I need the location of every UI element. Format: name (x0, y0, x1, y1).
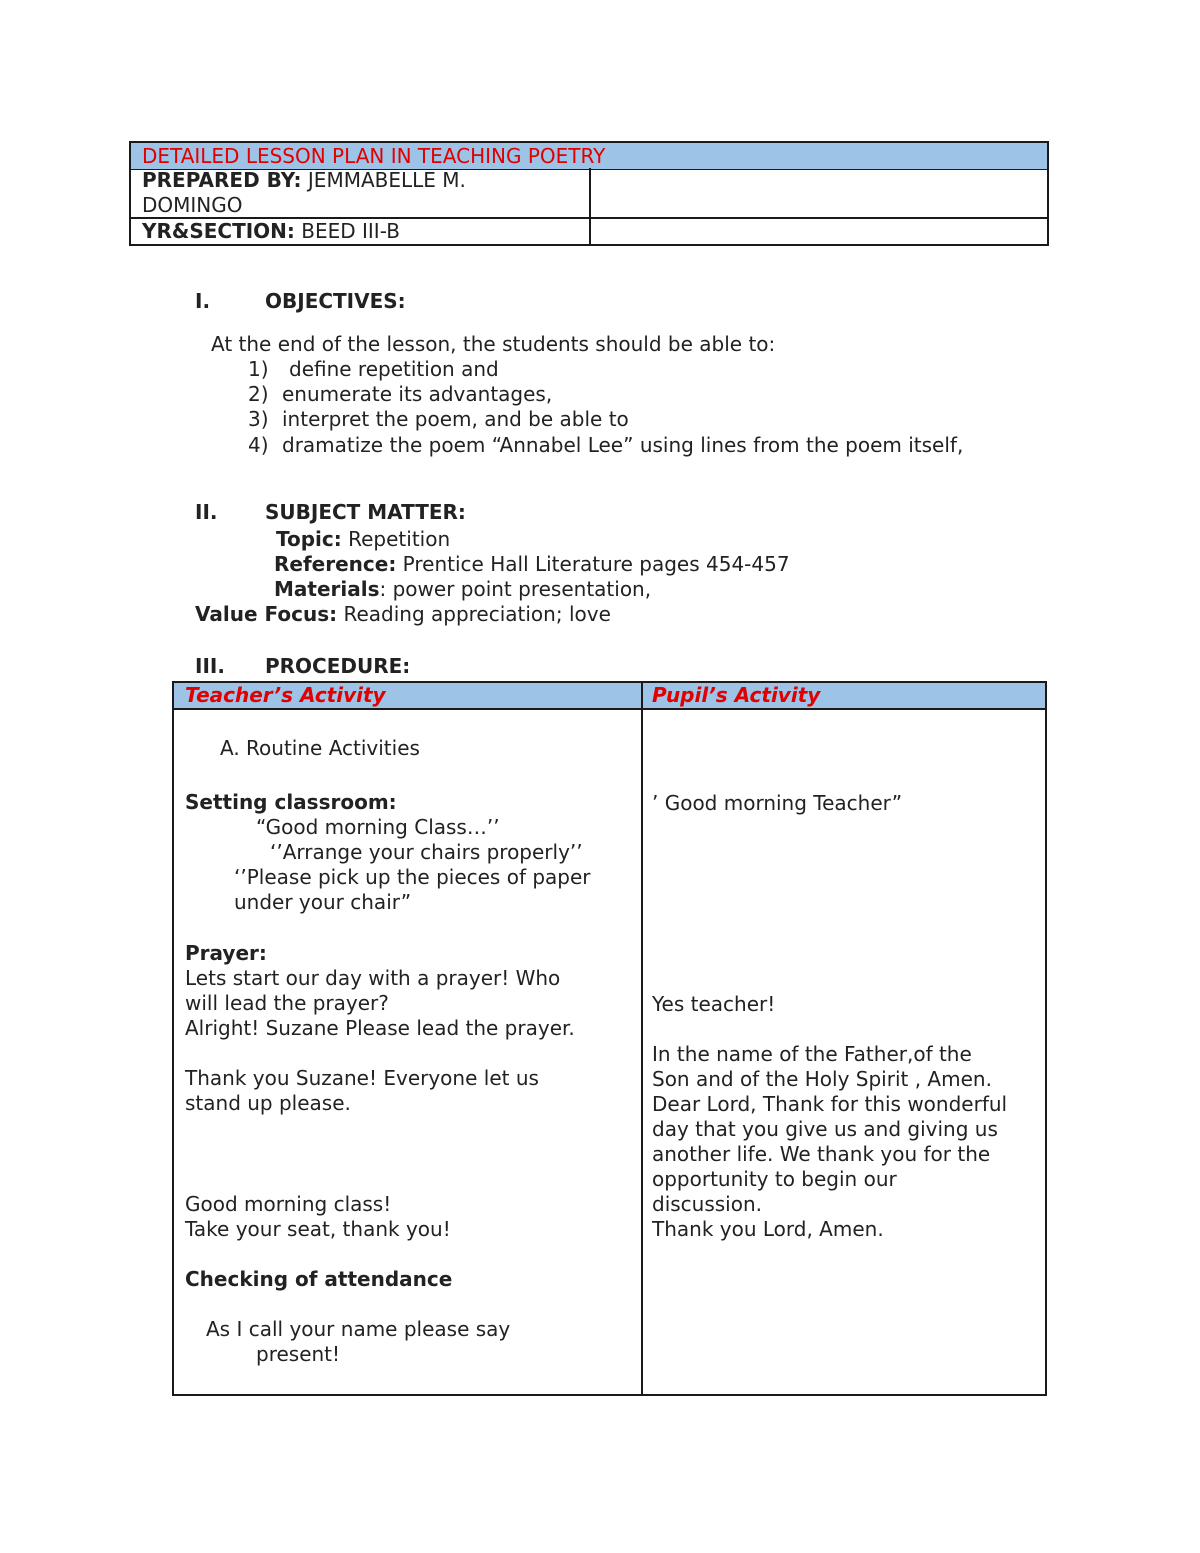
section-label: YR&SECTION: (142, 219, 295, 243)
reference-label: Reference: (274, 552, 397, 576)
value-focus-line (195, 602, 611, 627)
prayer-line-2: will lead the prayer? (185, 991, 389, 1015)
prepared-by-line-2: DOMINGO (142, 193, 243, 217)
thanks-line-1: Thank you Suzane! Everyone let us (185, 1066, 539, 1090)
pupil-yes: Yes teacher! (652, 992, 776, 1016)
column-divider (641, 683, 643, 1394)
prepared-by-cell (131, 168, 591, 217)
objective-num-1: 1) (248, 357, 269, 381)
setting-classroom-heading: Setting classroom: (185, 790, 397, 814)
prepared-by-row (129, 168, 1049, 219)
procedure-table-header (174, 683, 1045, 710)
greet-line-1: Good morning class! (185, 1192, 392, 1216)
subject-numeral: II. (195, 500, 218, 524)
materials-label: Materials (274, 577, 380, 601)
pupil-prayer-line-8: Thank you Lord, Amen. (652, 1217, 884, 1241)
prepared-by-line-1 (142, 168, 466, 193)
objective-item-4: dramatize the poem “Annabel Lee” using lines from the poem itself, (282, 433, 964, 457)
subject-heading: SUBJECT MATTER: (265, 500, 466, 524)
pupil-prayer-line-7: discussion. (652, 1192, 763, 1216)
setting-line-3: ‘’Please pick up the pieces of paper (234, 865, 591, 889)
objective-item-1: define repetition and (289, 357, 499, 381)
attendance-line-2: present! (256, 1342, 341, 1366)
prepared-by-name: JEMMABELLE M. (301, 168, 466, 192)
prayer-heading: Prayer: (185, 941, 267, 965)
prayer-line-1: Lets start our day with a prayer! Who (185, 966, 561, 990)
topic-line (276, 527, 450, 552)
pupil-prayer-line-1: In the name of the Father,of the (652, 1042, 972, 1066)
setting-line-1: “Good morning Class…’’ (256, 815, 500, 839)
topic-value: Repetition (341, 527, 451, 551)
pupil-greet: ’ Good morning Teacher” (652, 791, 903, 815)
value-focus-label: Value Focus: (195, 602, 338, 626)
pupil-prayer-line-4: day that you give us and giving us (652, 1117, 998, 1141)
objectives-heading: OBJECTIVES: (265, 289, 406, 313)
routine-activities: A. Routine Activities (220, 736, 420, 760)
objective-num-4: 4) (248, 433, 269, 457)
objective-num-2: 2) (248, 382, 269, 406)
pupil-prayer-line-5: another life. We thank you for the (652, 1142, 991, 1166)
attendance-heading: Checking of attendance (185, 1267, 453, 1291)
setting-line-2: ‘’Arrange your chairs properly’’ (270, 840, 583, 864)
pupil-activity-header: Pupil’s Activity (652, 683, 821, 707)
reference-line (274, 552, 790, 577)
section-value: BEED III-B (294, 219, 400, 243)
materials-value: : power point presentation, (379, 577, 652, 601)
procedure-numeral: III. (195, 654, 225, 678)
materials-line (274, 577, 651, 602)
header-table (129, 141, 1047, 247)
section-cell (131, 219, 591, 244)
teacher-activity-header: Teacher’s Activity (185, 683, 386, 707)
pupil-prayer-line-3: Dear Lord, Thank for this wonderful (652, 1092, 1008, 1116)
objective-item-2: enumerate its advantages, (282, 382, 553, 406)
objective-item-3: interpret the poem, and be able to (282, 407, 629, 431)
greet-line-2: Take your seat, thank you! (185, 1217, 451, 1241)
objectives-numeral: I. (195, 289, 211, 313)
reference-value: Prentice Hall Literature pages 454-457 (396, 552, 790, 576)
prayer-line-3: Alright! Suzane Please lead the prayer. (185, 1016, 575, 1040)
section-row (129, 219, 1049, 246)
objectives-intro: At the end of the lesson, the students should be able to: (211, 332, 776, 356)
value-focus-value: Reading appreciation; love (337, 602, 611, 626)
setting-line-4: under your chair” (234, 890, 412, 914)
attendance-line-1: As I call your name please say (206, 1317, 511, 1341)
objective-num-3: 3) (248, 407, 269, 431)
procedure-heading: PROCEDURE: (265, 654, 411, 678)
header-title-row (129, 141, 1049, 170)
topic-label: Topic: (276, 527, 342, 551)
prepared-by-label: PREPARED BY: (142, 168, 302, 192)
thanks-line-2: stand up please. (185, 1091, 351, 1115)
document-title: DETAILED LESSON PLAN IN TEACHING POETRY (142, 144, 606, 168)
pupil-prayer-line-6: opportunity to begin our (652, 1167, 897, 1191)
section-line (142, 219, 400, 244)
pupil-prayer-line-2: Son and of the Holy Spirit , Amen. (652, 1067, 992, 1091)
